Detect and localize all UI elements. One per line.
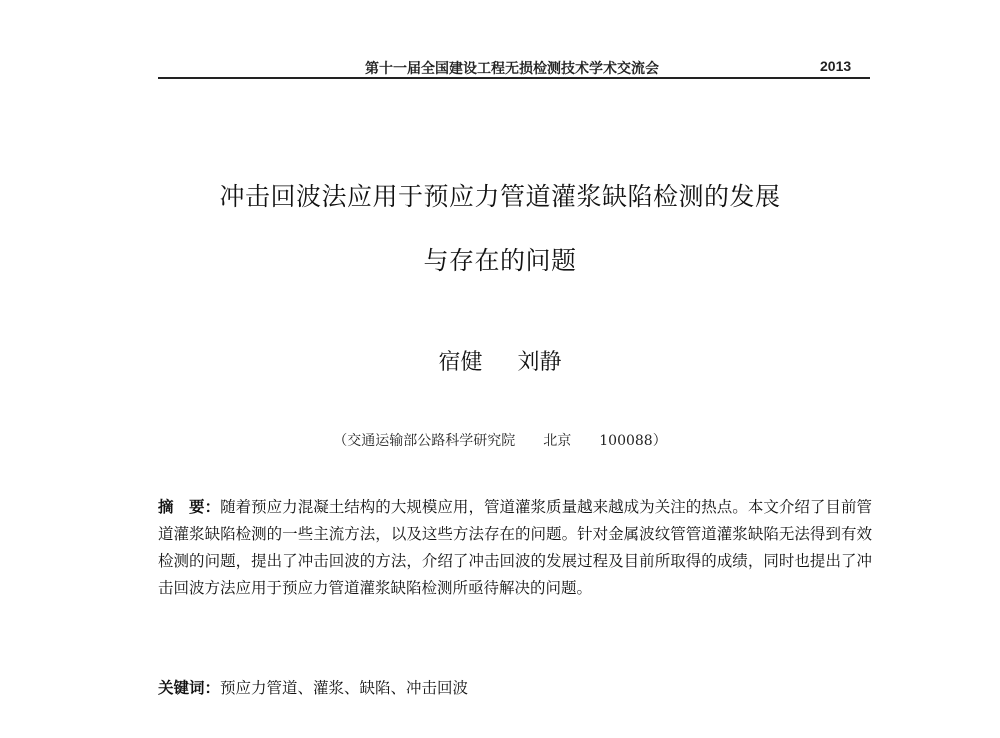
keywords-text: 预应力管道、灌浆、缺陷、冲击回波 (220, 679, 469, 697)
authors (0, 345, 1000, 376)
header-year: 2013 (820, 58, 852, 74)
author-name: 刘静 (517, 350, 562, 375)
abstract-label: 摘 要： (158, 498, 221, 516)
abstract (158, 494, 872, 602)
conference-header: 第十一届全国建设工程无损检测技术学术交流会 (365, 61, 659, 77)
keywords (158, 676, 872, 698)
affiliation: （交通运输部公路科学研究院 北京 100088） (333, 433, 667, 449)
paper-title-line-1: 冲击回波法应用于预应力管道灌浆缺陷检测的发展 (219, 182, 781, 211)
paper-title-line-2: 与存在的问题 (423, 246, 577, 275)
keywords-label: 关键词： (158, 679, 221, 697)
header-rule (158, 77, 870, 79)
author-name: 宿健 (438, 350, 483, 375)
abstract-text: 随着预应力混凝土结构的大规模应用，管道灌浆质量越来越成为关注的热点。本文介绍了目前管道灌浆缺陷检测的一些主流方法，以及这些方法存在的问题。针对金属波纹管管道灌浆缺陷无法得到有效检测的问题，提出了冲击回波的方法，介绍了冲击回波的发展过程及目前所取得的成绩，同时也提出了冲击回波方法应用于预应力管道灌浆缺陷检测所亟待解决的问题。 (158, 498, 872, 597)
